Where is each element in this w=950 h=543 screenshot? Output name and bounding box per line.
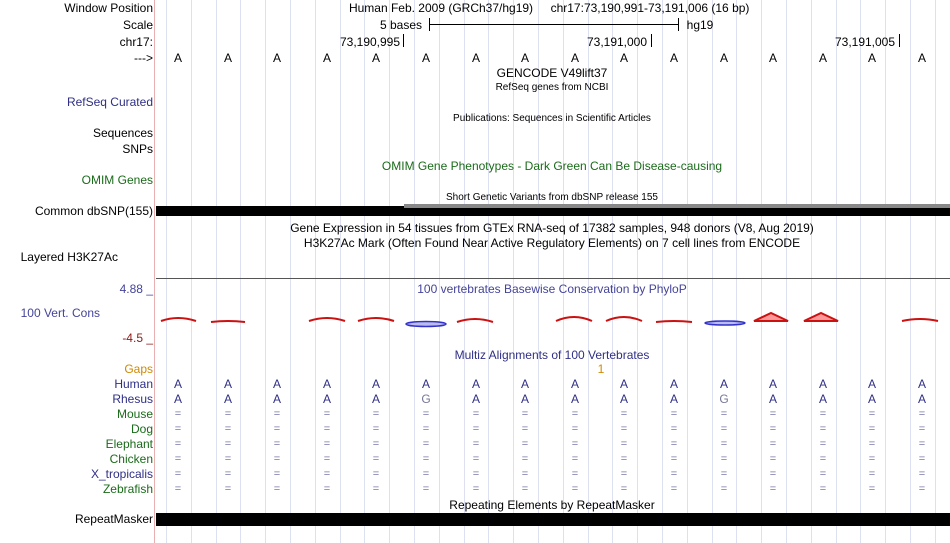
guide-line <box>166 0 167 543</box>
mouse-match: = <box>670 408 678 420</box>
refseq-description[interactable]: RefSeq genes from NCBI <box>495 82 609 93</box>
dog-match: = <box>868 423 876 435</box>
species-label-human[interactable]: Human <box>114 377 153 391</box>
guide-line <box>885 0 886 543</box>
dog-match: = <box>174 423 182 435</box>
zebrafish-match: = <box>372 483 380 495</box>
xtrop-match: = <box>620 468 628 480</box>
elephant-match: = <box>819 438 827 450</box>
guide-line <box>736 0 737 543</box>
repeatmasker-description[interactable]: Repeating Elements by RepeatMasker <box>449 498 655 512</box>
coord-label-2: 73,191,000 <box>586 35 648 49</box>
species-label-mouse[interactable]: Mouse <box>116 407 153 421</box>
guide-line <box>836 0 837 543</box>
dog-match: = <box>720 423 728 435</box>
human-base: A <box>719 377 729 391</box>
rhesus-base: A <box>223 392 233 406</box>
base-letter: A <box>867 51 877 65</box>
chicken-match: = <box>868 453 876 465</box>
mouse-match: = <box>472 408 480 420</box>
dog-match: = <box>620 423 628 435</box>
xtrop-match: = <box>472 468 480 480</box>
guide-line <box>364 0 365 543</box>
window-position-value: chr17:73,190,991-73,191,006 (16 bp) <box>550 1 750 15</box>
guide-line <box>662 0 663 543</box>
chicken-match: = <box>323 453 331 465</box>
dog-match: = <box>273 423 281 435</box>
cons-peak-2 <box>211 321 245 322</box>
species-label-rhesus[interactable]: Rhesus <box>112 392 153 406</box>
coord-tick-1 <box>403 34 404 47</box>
zebrafish-match: = <box>918 483 926 495</box>
base-letter: A <box>520 51 530 65</box>
human-base: A <box>471 377 481 391</box>
scale-text: 5 bases <box>379 18 423 32</box>
xtrop-match: = <box>372 468 380 480</box>
track-label-dbsnp[interactable]: Common dbSNP(155) <box>34 204 153 218</box>
dog-match: = <box>819 423 827 435</box>
zebrafish-match: = <box>670 483 678 495</box>
rhesus-base: A <box>371 392 381 406</box>
coord-label-1: 73,190,995 <box>339 35 401 49</box>
guide-line <box>687 0 688 543</box>
guide-line <box>439 0 440 543</box>
cons-dip-2 <box>705 321 745 325</box>
dog-match: = <box>918 423 926 435</box>
base-letter: A <box>471 51 481 65</box>
elephant-match: = <box>670 438 678 450</box>
zebrafish-match: = <box>323 483 331 495</box>
guide-line <box>414 0 415 543</box>
zebrafish-match: = <box>769 483 777 495</box>
zebrafish-match: = <box>720 483 728 495</box>
chicken-match: = <box>273 453 281 465</box>
mouse-match: = <box>521 408 529 420</box>
strand-arrow-label[interactable]: ---> <box>134 51 153 65</box>
base-letter: A <box>768 51 778 65</box>
base-letter: A <box>818 51 828 65</box>
base-letter: A <box>173 51 183 65</box>
guide-line <box>712 0 713 543</box>
publications-description[interactable]: Publications: Sequences in Scientific Articles <box>453 113 651 124</box>
base-letter: A <box>669 51 679 65</box>
elephant-match: = <box>372 438 380 450</box>
dog-match: = <box>571 423 579 435</box>
elephant-match: = <box>620 438 628 450</box>
chrom-label: chr17: <box>119 35 153 49</box>
dog-match: = <box>472 423 480 435</box>
multiz-description[interactable]: Multiz Alignments of 100 Vertebrates <box>454 348 650 362</box>
rhesus-base: G <box>421 392 431 406</box>
gencode-title[interactable]: GENCODE V49lift37 <box>496 66 608 80</box>
human-base: A <box>272 377 282 391</box>
human-base: A <box>818 377 828 391</box>
human-base: A <box>371 377 381 391</box>
chicken-match: = <box>521 453 529 465</box>
guide-line <box>637 0 638 543</box>
dog-match: = <box>521 423 529 435</box>
dog-match: = <box>323 423 331 435</box>
base-letter: A <box>719 51 729 65</box>
zebrafish-match: = <box>273 483 281 495</box>
mouse-match: = <box>422 408 430 420</box>
xtrop-match: = <box>273 468 281 480</box>
track-label-snps[interactable]: SNPs <box>122 142 153 156</box>
mouse-match: = <box>819 408 827 420</box>
cons-max-label: 4.88 _ <box>119 282 153 296</box>
chicken-match: = <box>918 453 926 465</box>
mouse-match: = <box>620 408 628 420</box>
cons-peak-1 <box>161 318 196 321</box>
elephant-match: = <box>521 438 529 450</box>
rhesus-base: A <box>471 392 481 406</box>
species-label-elephant[interactable]: Elephant <box>105 437 153 451</box>
coord-tick-2 <box>651 34 652 47</box>
base-letter: A <box>619 51 629 65</box>
mouse-match: = <box>323 408 331 420</box>
track-label-conservation[interactable]: 100 Vert. Cons <box>20 306 100 320</box>
scale-bar-right-tick <box>678 18 679 31</box>
guide-line <box>860 0 861 543</box>
rhesus-base: A <box>669 392 679 406</box>
guide-line <box>191 0 192 543</box>
species-label-xtropicalis[interactable]: X_tropicalis <box>90 467 153 481</box>
elephant-match: = <box>273 438 281 450</box>
chicken-match: = <box>372 453 380 465</box>
track-label-h3k27ac[interactable]: Layered H3K27Ac <box>20 250 118 264</box>
dog-match: = <box>224 423 232 435</box>
scale-db: hg19 <box>686 18 714 32</box>
chicken-match: = <box>472 453 480 465</box>
zebrafish-match: = <box>620 483 628 495</box>
base-letter: A <box>371 51 381 65</box>
xtrop-match: = <box>819 468 827 480</box>
chicken-match: = <box>819 453 827 465</box>
guide-line <box>389 0 390 543</box>
elephant-match: = <box>868 438 876 450</box>
elephant-match: = <box>323 438 331 450</box>
chicken-match: = <box>620 453 628 465</box>
human-base: A <box>520 377 530 391</box>
chicken-match: = <box>571 453 579 465</box>
omim-description[interactable]: OMIM Gene Phenotypes - Dark Green Can Be Disease-causing <box>381 159 723 173</box>
human-base: A <box>322 377 332 391</box>
guide-line <box>761 0 762 543</box>
cons-dip-1 <box>406 322 446 327</box>
base-letter: A <box>421 51 431 65</box>
conservation-track[interactable] <box>156 305 950 330</box>
chicken-match: = <box>422 453 430 465</box>
xtrop-match: = <box>174 468 182 480</box>
mouse-match: = <box>868 408 876 420</box>
guide-line <box>488 0 489 543</box>
h3k27ac-description[interactable]: H3K27Ac Mark (Often Found Near Active Regulatory Elements) on 7 cell lines from ENCODE <box>303 236 801 250</box>
zebrafish-match: = <box>472 483 480 495</box>
guide-line <box>290 0 291 543</box>
xtrop-match: = <box>918 468 926 480</box>
rhesus-base: A <box>272 392 282 406</box>
track-labels <box>0 0 155 543</box>
cons-peak-9 <box>754 313 788 321</box>
rhesus-base: A <box>520 392 530 406</box>
xtrop-match: = <box>521 468 529 480</box>
zebrafish-match: = <box>224 483 232 495</box>
base-letter: A <box>223 51 233 65</box>
cons-peak-8 <box>656 321 692 322</box>
dog-match: = <box>372 423 380 435</box>
zebrafish-match: = <box>571 483 579 495</box>
elephant-match: = <box>769 438 777 450</box>
base-letter: A <box>322 51 332 65</box>
zebrafish-match: = <box>868 483 876 495</box>
human-base: A <box>768 377 778 391</box>
guide-line <box>265 0 266 543</box>
mouse-match: = <box>273 408 281 420</box>
mouse-match: = <box>224 408 232 420</box>
cons-peak-11 <box>902 319 938 321</box>
human-base: A <box>570 377 580 391</box>
base-letter: A <box>917 51 927 65</box>
guide-line <box>216 0 217 543</box>
elephant-match: = <box>918 438 926 450</box>
elephant-match: = <box>224 438 232 450</box>
cons-peak-3 <box>309 318 345 321</box>
human-base: A <box>421 377 431 391</box>
mouse-match: = <box>372 408 380 420</box>
xtrop-match: = <box>224 468 232 480</box>
guide-line <box>340 0 341 543</box>
zebrafish-match: = <box>819 483 827 495</box>
xtrop-match: = <box>323 468 331 480</box>
species-label-zebrafish[interactable]: Zebrafish <box>102 482 153 496</box>
coord-label-3: 73,191,005 <box>834 35 896 49</box>
rhesus-base: A <box>867 392 877 406</box>
track-label-refseq[interactable]: RefSeq Curated <box>66 95 153 109</box>
cons-peak-7 <box>606 317 642 321</box>
label-separator <box>154 0 155 543</box>
window-position-label: Window Position <box>64 1 153 15</box>
chicken-match: = <box>670 453 678 465</box>
species-label-dog[interactable]: Dog <box>130 422 153 436</box>
rhesus-base: A <box>322 392 332 406</box>
chicken-match: = <box>769 453 777 465</box>
track-label-sequences[interactable]: Sequences <box>92 126 153 140</box>
dog-match: = <box>670 423 678 435</box>
assembly-title: Human Feb. 2009 (GRCh37/hg19) <box>348 1 534 15</box>
browser-image[interactable] <box>156 0 950 543</box>
elephant-match: = <box>571 438 579 450</box>
human-base: A <box>223 377 233 391</box>
cons-peak-4 <box>358 318 394 321</box>
dog-match: = <box>769 423 777 435</box>
guide-line <box>612 0 613 543</box>
base-letter: A <box>272 51 282 65</box>
rhesus-base: A <box>818 392 828 406</box>
mouse-match: = <box>174 408 182 420</box>
cons-peak-5 <box>457 319 493 322</box>
human-base: A <box>867 377 877 391</box>
human-base: A <box>619 377 629 391</box>
human-base: A <box>669 377 679 391</box>
zebrafish-match: = <box>174 483 182 495</box>
track-label-omim[interactable]: OMIM Genes <box>81 173 153 187</box>
xtrop-match: = <box>571 468 579 480</box>
mouse-match: = <box>918 408 926 420</box>
gtex-description[interactable]: Gene Expression in 54 tissues from GTEx RNA-seq of 17382 samples, 948 donors (V8, Aug 2019) <box>290 221 814 235</box>
rhesus-base: G <box>719 392 729 406</box>
mouse-match: = <box>769 408 777 420</box>
rhesus-base: A <box>173 392 183 406</box>
rhesus-base: A <box>917 392 927 406</box>
cons-peak-6 <box>556 317 592 321</box>
rhesus-base: A <box>570 392 580 406</box>
chicken-match: = <box>224 453 232 465</box>
chicken-match: = <box>720 453 728 465</box>
zebrafish-match: = <box>521 483 529 495</box>
human-base: A <box>173 377 183 391</box>
guide-line <box>811 0 812 543</box>
mouse-match: = <box>571 408 579 420</box>
repeatmasker-bar[interactable] <box>156 513 950 526</box>
guide-line <box>786 0 787 543</box>
scale-bar <box>429 24 678 25</box>
scale-label: Scale <box>122 18 153 32</box>
dbsnp-description[interactable]: Short Genetic Variants from dbSNP release 155 <box>446 192 658 203</box>
cons-min-label: -4.5 _ <box>122 331 153 345</box>
guide-line <box>910 0 911 543</box>
human-base: A <box>917 377 927 391</box>
dbsnp-variant-bar[interactable] <box>404 204 950 208</box>
elephant-match: = <box>720 438 728 450</box>
conservation-marks <box>161 313 938 327</box>
gap-count: 1 <box>597 362 605 376</box>
elephant-match: = <box>472 438 480 450</box>
elephant-match: = <box>422 438 430 450</box>
xtrop-match: = <box>670 468 678 480</box>
rhesus-base: A <box>619 392 629 406</box>
guide-line <box>315 0 316 543</box>
species-label-chicken[interactable]: Chicken <box>109 452 153 466</box>
h3k27ac-baseline <box>156 278 950 279</box>
dog-match: = <box>422 423 430 435</box>
phylop-description[interactable]: 100 vertebrates Basewise Conservation by PhyloP <box>417 282 687 296</box>
coord-tick-3 <box>899 34 900 47</box>
xtrop-match: = <box>720 468 728 480</box>
rhesus-base: A <box>768 392 778 406</box>
base-letter: A <box>570 51 580 65</box>
track-label-gaps[interactable]: Gaps <box>124 362 153 376</box>
xtrop-match: = <box>422 468 430 480</box>
elephant-match: = <box>174 438 182 450</box>
zebrafish-match: = <box>422 483 430 495</box>
guide-line <box>240 0 241 543</box>
guide-line <box>464 0 465 543</box>
track-label-repeatmasker[interactable]: RepeatMasker <box>74 512 153 526</box>
cons-peak-10 <box>804 313 838 321</box>
xtrop-match: = <box>769 468 777 480</box>
mouse-match: = <box>720 408 728 420</box>
xtrop-match: = <box>868 468 876 480</box>
guide-line <box>935 0 936 543</box>
chicken-match: = <box>174 453 182 465</box>
